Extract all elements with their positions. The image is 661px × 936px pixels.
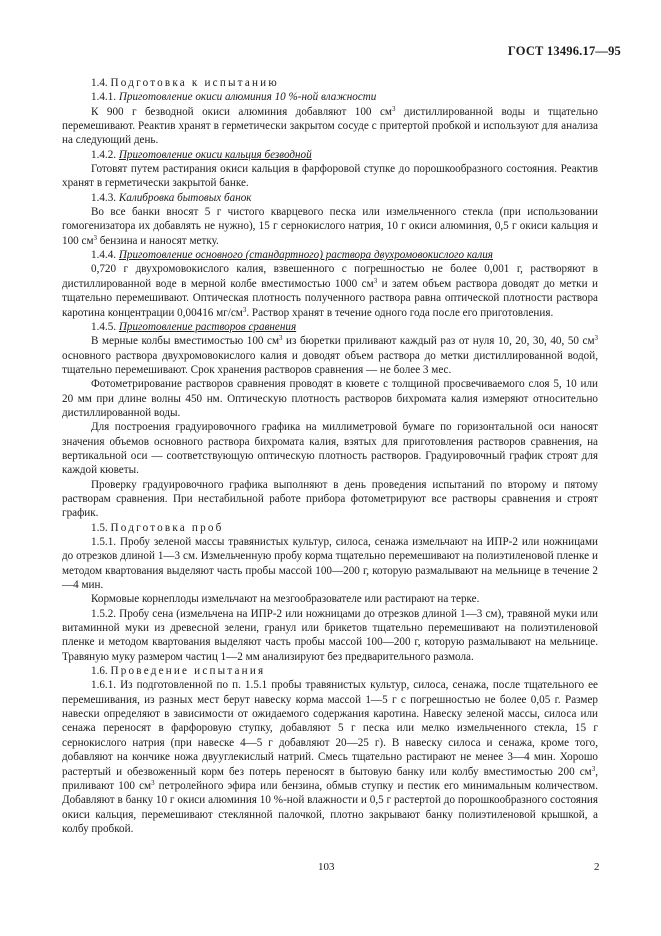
section-title: Подготовка проб xyxy=(110,521,224,534)
paragraph: Готовят путем растирания окиси кальция в фарфоровой ступке до порошкообразного состояния. Реактив хранят в герметически закрытой банке. xyxy=(62,163,598,190)
paragraph: К 900 г безводной окиси алюминия добавляют 100 $см^3$ дистиллированной воды и тщательно перемешивают. Реактив хранят в герметически закрытом сосуде с притертой пробкой и используют для анализа на следующий день. xyxy=(62,104,599,147)
paragraph: Во все банки вносят 5 г чистого кварцевого песка или измельченного стекла (при использовании гомогенизатора их добавлять не нужно), 15 г сернокислого натрия, 10 г окиси алюминия, 0,5 г окиси кальция и 100 $см^3$ бензина и наносят метку. xyxy=(62,206,598,247)
document-header: ГОСТ 13496.17—95 xyxy=(507,44,621,58)
paragraph: 1.6.1. Из подготовленной по п. 1.5.1 пробы травянистых культур, силоса, сенажа, после тщательного ее перемешивания, из разных мест берут навеску корма массой 1—5 г с погрешностью не более 0,05 г. Размер навески определяют в зависимости от ожидаемого содержания каротина. Навеску зеленой массы, силоса или сенажа переносят в фарфоровую ступку, добавляют 5 г песка или мелко измельченного стекла, 15 г сернокислого натрия (при навеске 4—5 г добавляют 20—25 г). В навеску силоса и сенажа, кроме того, добавляют на кончике ножа двууглекислый натрий. Смесь тщательно растирают не менее 3—4 мин. Хорошо растертый и обезвоженный корм без потерь переносят в бытовую банку или колбу вместимостью 200 $см^3$, приливают 100 $см^3$ петролейного эфира или бензина, обмыв ступку и пестик его минимальным количеством. Добавляют в банку 10 г окиси алюминия 10 %-ной влажности и 0,5 г растертой до порошкообразного состояния окиси кальция, перемешивают стеклянной палочкой, плотно закрывают банку полиэтиленовой крышкой, а колбу пробкой. xyxy=(62,679,598,835)
corner-number: 2 xyxy=(594,861,600,873)
subsection-title: Приготовление окиси алюминия 10 %-ной влажности xyxy=(118,91,377,104)
document-body xyxy=(62,76,598,836)
section-title: Подготовка к испытанию xyxy=(110,77,279,89)
subsection-1-4-1-heading: 1.4.1. Приготовление окиси алюминия 10 %-ной влажности xyxy=(91,91,377,104)
paragraph: В мерные колбы вместимостью 100 $см^3$ из бюретки приливают каждый раз от нуля 10, 20, 30, 40, 50 $см^3$ основного раствора двухромовокислого калия и доводят объем раствора до метки дистиллированной водой, тщательно перемешивают. Срок хранения растворов сравнения — не более 3 мес. xyxy=(62,334,598,376)
paragraph: Для построения градуировочного графика на миллиметровой бумаге по горизонтальной оси наносят значения объемов основного раствора бихромата калия, взятых для приготовления растворов сравнения, на вертикальной оси — соответствующую оптическую плотность растворов. Градуировочный график строят для каждой кюветы. xyxy=(62,421,598,477)
subsection-1-4-2-heading: 1.4.2. Приготовление окиси кальция безводной xyxy=(91,148,312,161)
paragraph: 0,720 г двухромовокислого калия, взвешенного с погрешностью не более 0,001 г, растворяют в дистиллированной воде в мерной колбе вместимостью 1000 $см^3$ и затем объем раствора доводят до метки и тщательно перемешивают. Оптическая плотность полученного раствора равна оптической плотности раствора каротина концентрации 0,00416 $мг/см^3$. Раствор хранят в течение одного года после его приготовления. xyxy=(62,263,599,319)
subsection-title: Приготовление окиси кальция безводной xyxy=(118,148,312,161)
section-title: Проведение испытания xyxy=(110,665,266,678)
subsection-title: Приготовление растворов сравнения xyxy=(118,320,297,333)
subsection-1-4-4-heading: 1.4.4. Приготовление основного (стандартного) раствора двухромовокислого калия xyxy=(91,249,493,262)
section-1-4-heading: 1.4. Подготовка к испытанию xyxy=(91,77,279,89)
subsection-title: Приготовление основного (стандартного) раствора двухромовокислого калия xyxy=(118,249,493,262)
subsection-title: Калибровка бытовых банок xyxy=(118,191,252,204)
paragraph: Проверку градуировочного графика выполняют в день проведения испытаний по второму и пятому растворам сравнения. При нестабильной работе прибора фотометрируют все растворы сравнения и строят график. xyxy=(62,478,598,520)
subsection-1-4-5-heading: 1.4.5. Приготовление растворов сравнения xyxy=(91,320,297,333)
section-1-6-heading: 1.6. Проведение испытания xyxy=(91,665,266,678)
paragraph: Фотометрирование растворов сравнения проводят в кювете с толщиной просвечиваемого слоя 5, 10 или 20 мм при длине волны 450 нм. Оптическую плотность растворов бихромата калия измеряют относительно дистиллированной воды. xyxy=(62,378,598,419)
paragraph: 1.5.2. Пробу сена (измельчена на ИПР-2 или ножницами до отрезков длиной 1—3 см), травяной муки или витаминной муки из древесной зелени, гранул или брикетов тщательно перемешивают на полиэтиленовой пленке и методом квартования выделяют часть пробы массой 100—200 г, которую размалывают на мельнице. Травяную муку размером частиц 1—2 мм анализируют без предварительного размола. xyxy=(62,607,598,663)
section-1-5-heading: 1.5. Подготовка проб xyxy=(91,521,224,534)
paragraph: Кормовые корнеплоды измельчают на мезгообразователе или растирают на терке. xyxy=(91,593,480,606)
page-number: 103 xyxy=(318,861,335,873)
paragraph: 1.5.1. Пробу зеленой массы травянистых культур, силоса, сенажа измельчают на ИПР-2 или ножницами до отрезков длиной 1—3 см. Измельченную пробу корма тщательно перемешивают на полиэтиленовой пленке и методом квартования выделяют часть пробы массой 100—200 г, которую размалывают на мельнице в течение 2—4 мин. xyxy=(62,536,598,592)
subsection-1-4-3-heading: 1.4.3. Калибровка бытовых банок xyxy=(91,191,252,204)
